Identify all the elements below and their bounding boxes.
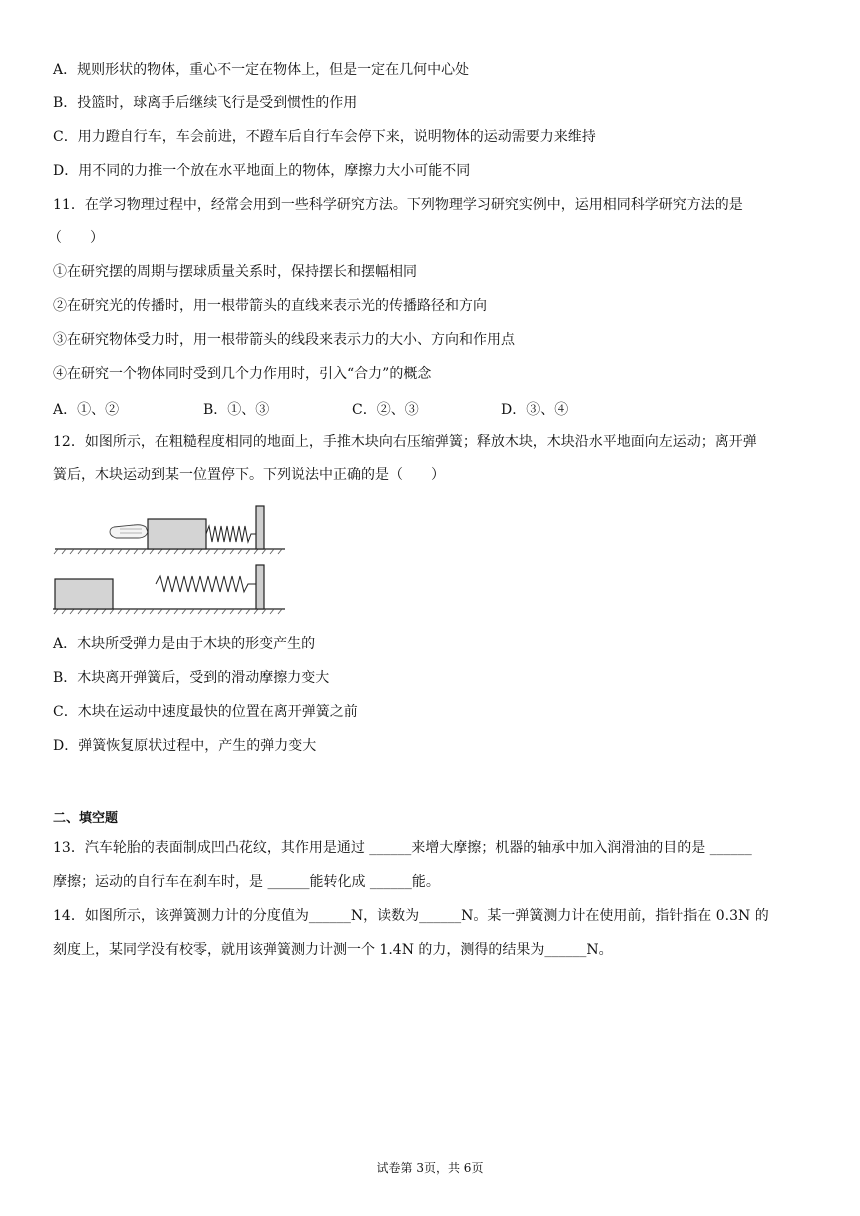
relaxed-spring (156, 576, 256, 592)
q11-item-1: ①在研究摆的周期与摆球质量关系时，保持摆长和摆幅相同 (53, 264, 417, 280)
q12-option-d: D．弹簧恢复原状过程中，产生的弹力变大 (53, 738, 317, 754)
q10-option-d: D．用不同的力推一个放在水平地面上的物体，摩擦力大小可能不同 (53, 163, 471, 179)
q12-option-b: B．木块离开弹簧后，受到的滑动摩擦力变大 (53, 670, 330, 686)
lower-scene (53, 565, 285, 614)
q14-line-1: 14．如图所示，该弹簧测力计的分度值为______N，读数为______N。某一弹簧测力计在使用前，指针指在 0.3N 的 (53, 908, 769, 924)
wooden-block-released (55, 579, 113, 609)
q10-option-b: B．投篮时，球离手后继续飞行是受到惯性的作用 (53, 95, 358, 111)
q11-item-4: ④在研究一个物体同时受到几个力作用时，引入“合力”的概念 (53, 366, 432, 382)
wall-lower (256, 565, 264, 609)
q11-options (53, 399, 653, 417)
wall (256, 506, 264, 549)
q13-line-2: 摩擦；运动的自行车在刹车时，是 ______能转化成 ______能。 (53, 874, 440, 890)
q11-option-d: D．③、④ (501, 402, 569, 418)
q12-option-a: A．木块所受弹力是由于木块的形变产生的 (53, 636, 316, 652)
hand-icon (110, 525, 148, 538)
q12-option-c: C．木块在运动中速度最快的位置在离开弹簧之前 (53, 704, 358, 720)
q11-option-b: B．①、③ (203, 402, 270, 418)
q11-item-2: ②在研究光的传播时，用一根带箭头的直线来表示光的传播路径和方向 (53, 298, 487, 314)
q12-stem-line-1: 12．如图所示，在粗糙程度相同的地面上，手推木块向右压缩弹簧；释放木块，木块沿水平地面向左运动；离开弹 (53, 434, 757, 450)
q11-item-3: ③在研究物体受力时，用一根带箭头的线段来表示力的大小、方向和作用点 (53, 332, 515, 348)
q12-stem-line-2: 簧后，木块运动到某一位置停下。下列说法中正确的是（ ） (53, 467, 445, 483)
q11-answer-bracket: （ ） (48, 230, 104, 246)
page-footer: 试卷第 3页，共 6页 (376, 1161, 484, 1175)
q11-option-c: C．②、③ (352, 402, 419, 418)
section-title-fill-in: 二、填空题 (53, 811, 119, 826)
upper-scene (54, 506, 285, 554)
q10-option-c: C．用力蹬自行车，车会前进，不蹬车后自行车会停下来，说明物体的运动需要力来维持 (53, 129, 596, 145)
q11-stem: 11．在学习物理过程中，经常会用到一些科学研究方法。下列物理学习研究实例中，运用相同科学研究方法的是 (53, 197, 743, 213)
wooden-block (148, 519, 206, 549)
q11-option-a: A．①、② (53, 402, 120, 418)
compressed-spring (206, 526, 256, 542)
spring-block-figure (50, 498, 295, 618)
q13-line-1: 13．汽车轮胎的表面制成凹凸花纹，其作用是通过 ______来增大摩擦；机器的轴承中加入润滑油的目的是 ______ (53, 840, 752, 856)
q10-option-a: A．规则形状的物体，重心不一定在物体上，但是一定在几何中心处 (53, 62, 470, 78)
q14-line-2: 刻度上，某同学没有校零，就用该弹簧测力计测一个 1.4N 的力，测得的结果为______N。 (53, 942, 613, 958)
